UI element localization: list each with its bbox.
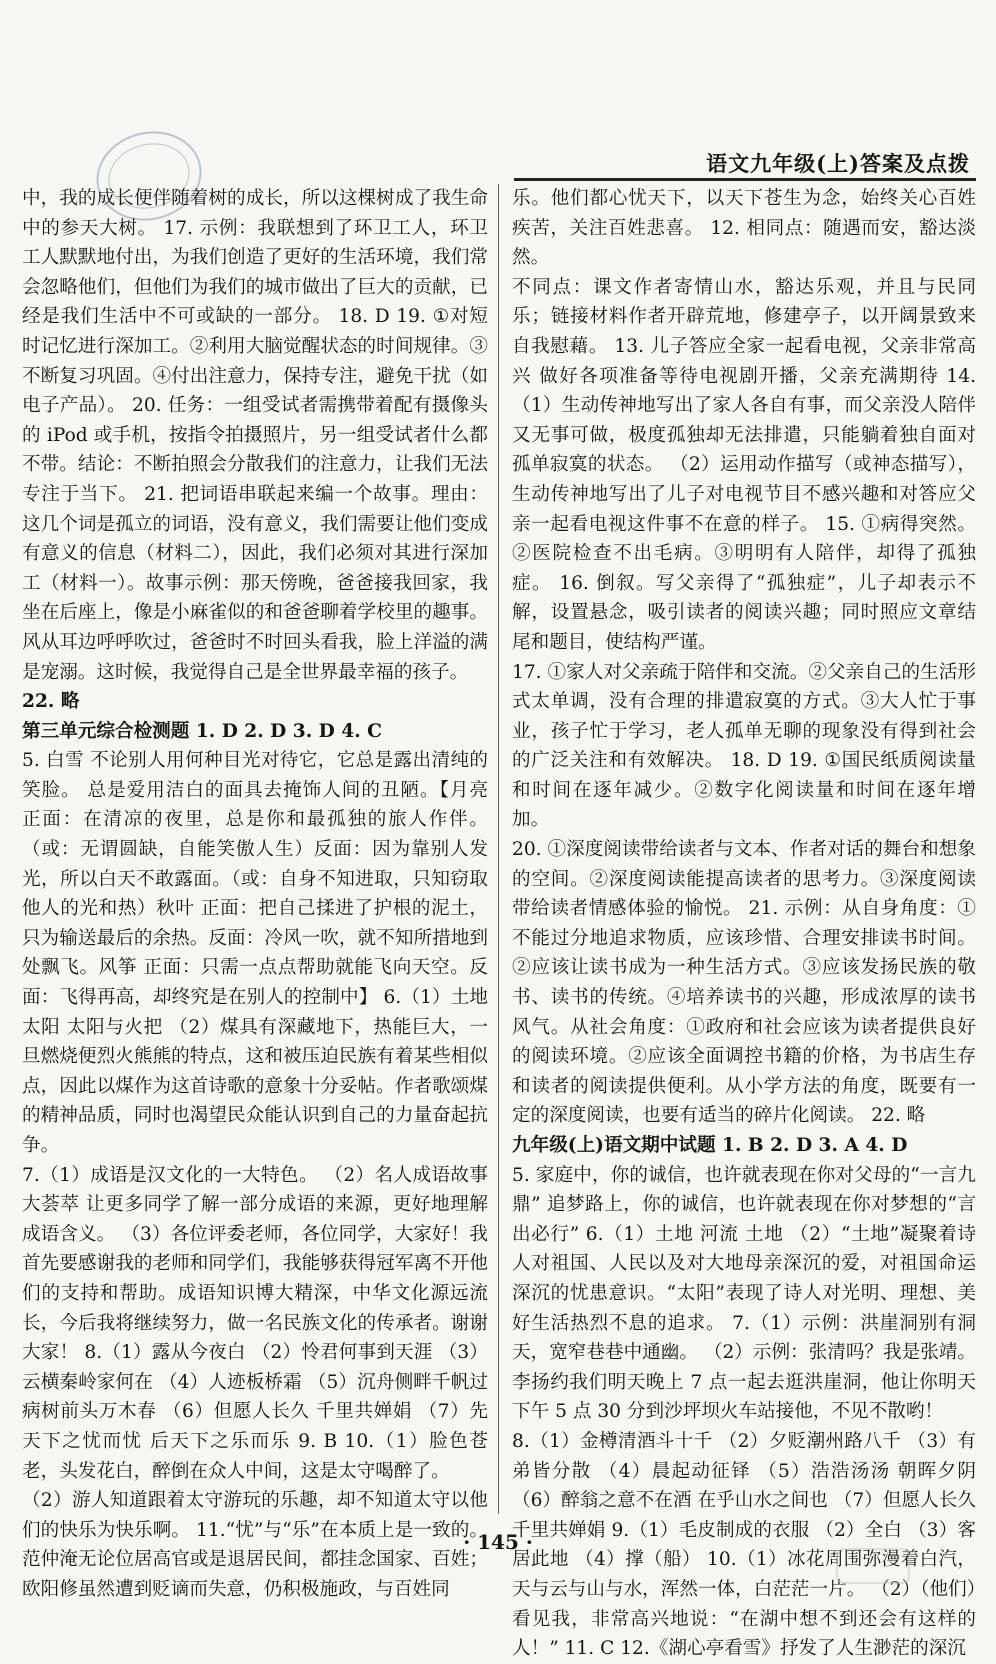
right-paragraph: 8.（1）金樽清酒斗十千 （2）夕贬潮州路八千 （3）有弟皆分散 （4）晨起动征铎 （5）浩浩汤汤 朝晖夕阴 （6）醉翁之意不在酒 在乎山水之间也 （7）但愿人长久 千里共婵娟 9.（1）毛皮制成的衣服 （2）全白 （3）客居此地 （4）撑（船） 10.（1）冰花周围弥漫着白汽，天与云与山与水，浑然一体，白茫茫一片。 （2）（他们）看见我，非常高兴地说：“在湖中想不到还会有这样的人！” 11. C 12.《湖心亭看雪》抒发了人生渺茫的深沉	[512, 1430, 976, 1660]
right-paragraph: 17. ①家人对父亲疏于陪伴和交流。②父亲自己的生活形式太单调，没有合理的排遣寂寞的方式。③大人忙于事业，孩子忙于学习，老人孤单无聊的现象没有得到社会的广泛关注和有效解决。 18. D 19. ①国民纸质阅读量和时间在逐年减少。②数字化阅读量和时间在逐年增加。	[512, 661, 976, 831]
column-divider	[498, 184, 499, 1514]
page-number: · 145 ·	[463, 1530, 533, 1554]
left-paragraph: 中，我的成长便伴随着树的成长，所以这棵树成了我生命中的参天大树。 17. 示例：我联想到了环卫工人，环卫工人默默地付出，为我们创造了更好的生活环境，我们常会忽略他们，但他们为我们的城市做出了巨大的贡献，已经是我们生活中不可或缺的一部分。 18. D 19. ①对短时记忆进行深加工。②利用大脑觉醒状态的时间规律。③不断复习巩固。④付出注意力，保持专注，避免干扰（如电子产品）。 20. 任务：一组受试者需携带着配有摄像头的 iPod 或手机，按指令拍摄照片，另一组受试者什么都不带。结论：不断拍照会分散我们的注意力，让我们无法专注于当下。 21. 把词语串联起来编一个故事。理由：这几个词是孤立的词语，没有意义，我们需要让他们变成有意义的信息（材料二），因此，我们必须对其进行深加工（材料一）。故事示例：那天傍晚，爸爸接我回家，我坐在后座上，像是小麻雀似的和爸爸聊着学校里的趣事。风从耳边呼呼吹过，爸爸时不时回头看我，脸上洋溢的满是宠溺。这时候，我觉得自己是全世界最幸福的孩子。	[22, 188, 488, 683]
watermark-logo	[836, 1548, 910, 1584]
section-heading: 第三单元综合检测题 1. D 2. D 3. D 4. C	[22, 720, 382, 742]
left-paragraph: 5. 白雪 不论别人用何种目光对待它，它总是露出清纯的笑脸。 总是爱用洁白的面具去掩饰人间的丑陋。【月亮 正面：在清凉的夜里，总是你和最孤独的旅人作伴。（或：无谓圆缺，自能笑傲人生）反面：因为靠别人发光，所以白天不敢露面。（或：自身不知进取，只知窃取他人的光和热）秋叶 正面：把自己揉进了护根的泥土，只为输送最后的余热。反面：冷风一吹，就不知所措地到处飘飞。风筝 正面：只需一点点帮助就能飞向天空。反面：飞得再高，却终究是在别人的控制中】 6.（1）土地 太阳 太阳与火把 （2）煤具有深藏地下，热能巨大，一旦燃烧便烈火熊熊的特点，这和被压迫民族有着某些相似点，因此以煤作为这首诗歌的意象十分妥帖。作者歌颂煤的精神品质，同时也渴望民众能认识到自己的力量奋起抗争。	[22, 750, 488, 1156]
header-rule	[514, 178, 976, 181]
right-paragraph: 不同点：课文作者寄情山水，豁达乐观，并且与民同乐；链接材料作者开辟荒地，修建亭子，以开阔景致来自我慰藉。 13. 儿子答应全家一起看电视，父亲非常高兴 做好各项准备等待电视剧开播，父亲充满期待 14.（1）生动传神地写出了家人各自有事，而父亲没人陪伴又无事可做，极度孤独却无法排遣，只能躺着独自面对孤单寂寞的状态。 （2）运用动作描写（或神态描写），生动传神地写出了儿子对电视节目不感兴趣和对答应父亲一起看电视这件事不在意的样子。 15. ①病得突然。②医院检查不出毛病。③明明有人陪伴，却得了孤独症。 16. 倒叙。写父亲得了“孤独症”，儿子却表示不解，设置悬念，吸引读者的阅读兴趣；同时照应文章结尾和题目，使结构严谨。	[512, 276, 976, 653]
right-paragraph: 5. 家庭中，你的诚信，也许就表现在你对父母的“一言九鼎” 追梦路上，你的诚信，也许就表现在你对梦想的“言出必行” 6.（1）土地 河流 土地 （2）“土地”凝聚着诗人对祖国、人民以及对大地母亲深沉的爱，对祖国命运深沉的忧患意识。“太阳”表现了诗人对光明、理想、美好生活热烈不息的追求。 7.（1）示例：洪崖洞别有洞天，宽窄巷巷中通幽。 （2）示例：张清吗？我是张靖。李扬约我们明天晚上 7 点一起去逛洪崖洞，他让你明天下午 5 点 30 分到沙坪坝火车站接他，不见不散哟！	[512, 1164, 976, 1423]
page-header-title: 语文九年级(上)答案及点拨	[706, 151, 970, 176]
left-paragraph: 7.（1）成语是汉文化的一大特色。 （2）名人成语故事大荟萃 让更多同学了解一部分成语的来源，更好地理解成语含义。 （3）各位评委老师，各位同学，大家好！我首先要感谢我的老师和同学们，我能够获得冠军离不开他们的支持和帮助。成语知识博大精深，中华文化源远流长，今后我将继续努力，做一名民族文化的传承者。谢谢大家！ 8.（1）露从今夜白 （2）怜君何事到天涯 （3）云横秦岭家何在 （4）人迹板桥霜 （5）沉舟侧畔千帆过 病树前头万木春 （6）但愿人长久 千里共婵娟 （7）先天下之忧而忧 后天下之乐而乐 9. B 10.（1）脸色苍老，头发花白，醉倒在众人中间，这是太守喝醉了。	[22, 1164, 488, 1482]
right-column	[512, 184, 976, 1664]
left-column	[22, 184, 488, 1605]
right-paragraph: 乐。他们都心忧天下，以天下苍生为念，始终关心百姓疾苦，关注百姓悲喜。 12. 相同点：随遇而安，豁达淡然。	[512, 188, 976, 269]
left-paragraph: 22. 略	[22, 691, 80, 713]
left-paragraph: （2）游人知道跟着太守游玩的乐趣，却不知道太守以他们的快乐为快乐啊。 11.“忧”与“乐”在本质上是一致的。范仲淹无论位居高官或是退居民间，都挂念国家、百姓；欧阳修虽然遭到贬谪而失意，仍积极施政，与百姓同	[22, 1490, 488, 1600]
right-paragraph: 20. ①深度阅读带给读者与文本、作者对话的舞台和想象的空间。②深度阅读能提高读者的思考力。③深度阅读带给读者情感体验的愉悦。 21. 示例：从自身角度：①不能过分地追求物质，应该珍惜、合理安排读书时间。②应该让读书成为一种生活方式。③应该发扬民族的敬书、读书的传统。④培养读书的兴趣，形成浓厚的读书风气。从社会角度：①政府和社会应该为读者提供良好的阅读环境。②应该全面调控书籍的价格，为书店生存和读者的阅读提供便利。从小学方法的角度，既要有一定的深度阅读，也要有适当的碎片化阅读。 22. 略	[512, 839, 976, 1127]
section-heading: 九年级(上)语文期中试题 1. B 2. D 3. A 4. D	[512, 1135, 908, 1156]
